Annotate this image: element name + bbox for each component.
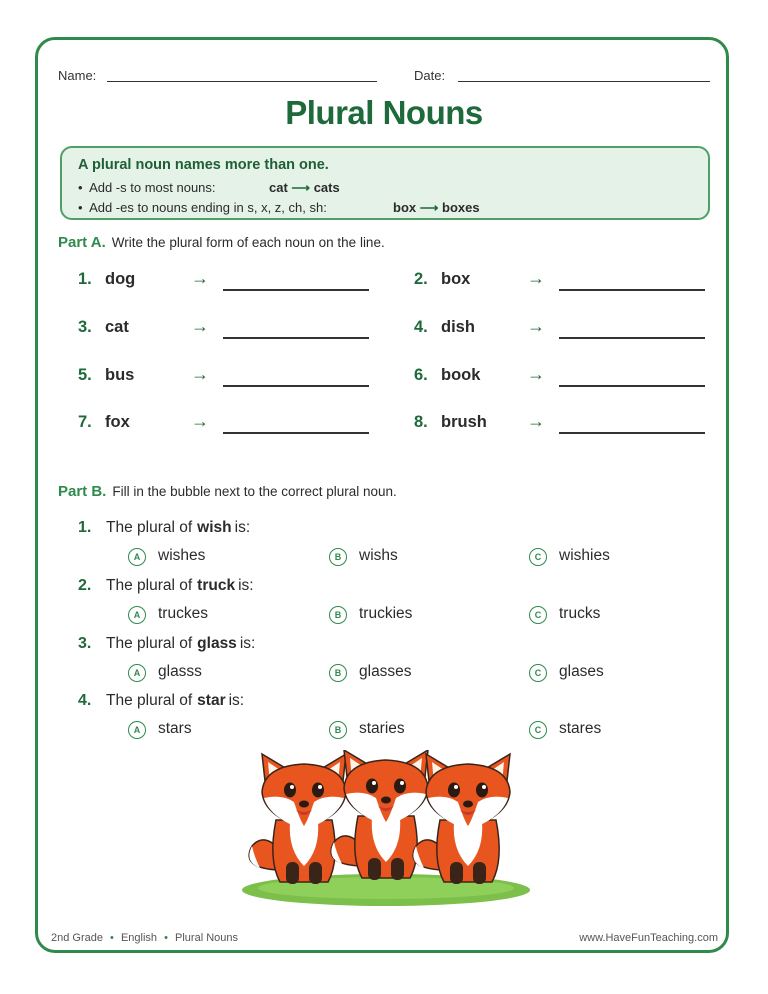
footer-site[interactable]: www.HaveFunTeaching.com bbox=[579, 932, 718, 944]
answer-line[interactable] bbox=[559, 432, 705, 434]
answer-option[interactable]: truckies bbox=[359, 605, 413, 622]
arrow-icon: → bbox=[191, 268, 209, 288]
part-b-label: Part B. bbox=[58, 483, 107, 500]
arrow-icon: → bbox=[527, 316, 545, 336]
answer-line[interactable] bbox=[559, 385, 705, 387]
arrow-icon: → bbox=[191, 411, 209, 431]
answer-option[interactable]: glases bbox=[559, 663, 604, 680]
answer-option[interactable]: stars bbox=[158, 720, 192, 737]
separator: • bbox=[164, 932, 168, 944]
noun-word: box bbox=[441, 270, 471, 288]
arrow-icon: → bbox=[527, 364, 545, 384]
question-number: 4. bbox=[78, 692, 92, 709]
example-to: cats bbox=[313, 180, 340, 195]
footer-topic: Plural Nouns bbox=[175, 932, 239, 944]
rule-heading: A plural noun names more than one. bbox=[78, 157, 329, 173]
noun-word: cat bbox=[105, 318, 129, 336]
prompt-suffix: is: bbox=[228, 692, 245, 709]
answer-option[interactable]: stares bbox=[559, 720, 602, 737]
date-label: Date: bbox=[414, 68, 446, 83]
name-label: Name: bbox=[58, 68, 97, 83]
rule-example-1 bbox=[269, 180, 340, 196]
noun-word: dish bbox=[441, 318, 475, 336]
answer-line[interactable] bbox=[559, 289, 705, 291]
noun-word: book bbox=[441, 366, 481, 384]
target-noun: wish bbox=[197, 519, 232, 536]
answer-line[interactable] bbox=[223, 289, 369, 291]
item-number: 6. bbox=[414, 366, 428, 384]
arrow-icon: → bbox=[527, 411, 545, 431]
answer-option[interactable]: glasses bbox=[359, 663, 412, 680]
answer-line[interactable] bbox=[223, 385, 369, 387]
target-noun: truck bbox=[197, 577, 236, 594]
noun-word: fox bbox=[105, 413, 130, 431]
question-text bbox=[106, 635, 255, 653]
part-a-label: Part A. bbox=[58, 234, 106, 251]
noun-word: dog bbox=[105, 270, 136, 288]
question-text bbox=[106, 692, 244, 710]
bullet: • bbox=[78, 200, 90, 215]
footer-subject: English bbox=[120, 932, 158, 944]
target-noun: glass bbox=[197, 635, 237, 652]
arrow-icon: → bbox=[191, 364, 209, 384]
arrow-icon: ⟶ bbox=[291, 180, 311, 195]
item-number: 3. bbox=[78, 318, 92, 336]
question-text bbox=[106, 577, 254, 595]
prompt-prefix: The plural of bbox=[106, 692, 193, 709]
three-foxes-illustration bbox=[236, 750, 536, 910]
answer-option[interactable]: glasss bbox=[158, 663, 202, 680]
answer-option[interactable]: wishies bbox=[559, 547, 610, 564]
answer-bubble-a[interactable]: A bbox=[128, 664, 146, 682]
prompt-suffix: is: bbox=[238, 577, 254, 594]
item-number: 7. bbox=[78, 413, 92, 431]
answer-option[interactable]: trucks bbox=[559, 605, 601, 622]
date-field[interactable] bbox=[458, 81, 710, 82]
part-b-instruction: Fill in the bubble next to the correct plural noun. bbox=[112, 484, 397, 499]
rule-text: Add -es to nouns ending in s, x, z, ch, sh: bbox=[89, 200, 327, 215]
bullet: • bbox=[78, 180, 90, 195]
question-number: 1. bbox=[78, 519, 92, 536]
answer-bubble-a[interactable]: A bbox=[128, 721, 146, 739]
answer-bubble-a[interactable]: A bbox=[128, 548, 146, 566]
answer-bubble-b[interactable]: B bbox=[329, 606, 347, 624]
item-number: 1. bbox=[78, 270, 92, 288]
prompt-prefix: The plural of bbox=[106, 577, 193, 594]
answer-bubble-c[interactable]: C bbox=[529, 721, 547, 739]
rule-item-2 bbox=[78, 200, 327, 215]
part-b-heading bbox=[58, 483, 397, 500]
answer-option[interactable]: wishs bbox=[359, 547, 398, 564]
item-number: 4. bbox=[414, 318, 428, 336]
answer-line[interactable] bbox=[223, 337, 369, 339]
name-field[interactable] bbox=[107, 81, 377, 82]
separator: • bbox=[110, 932, 114, 944]
answer-option[interactable]: truckes bbox=[158, 605, 208, 622]
example-to: boxes bbox=[442, 200, 480, 215]
item-number: 5. bbox=[78, 366, 92, 384]
target-noun: star bbox=[197, 692, 226, 709]
answer-option[interactable]: wishes bbox=[158, 547, 206, 564]
noun-word: brush bbox=[441, 413, 487, 431]
item-number: 8. bbox=[414, 413, 428, 431]
part-a-instruction: Write the plural form of each noun on the line. bbox=[111, 235, 385, 250]
arrow-icon: → bbox=[191, 316, 209, 336]
answer-line[interactable] bbox=[223, 432, 369, 434]
answer-line[interactable] bbox=[559, 337, 705, 339]
footer-grade: 2nd Grade bbox=[51, 932, 103, 944]
noun-word: bus bbox=[105, 366, 135, 384]
example-from: cat bbox=[269, 180, 288, 195]
answer-bubble-c[interactable]: C bbox=[529, 606, 547, 624]
rule-example-2 bbox=[393, 200, 480, 216]
answer-bubble-b[interactable]: B bbox=[329, 664, 347, 682]
arrow-icon: → bbox=[527, 268, 545, 288]
prompt-suffix: is: bbox=[239, 635, 256, 652]
item-number: 2. bbox=[414, 270, 428, 288]
page-title: Plural Nouns bbox=[285, 94, 483, 131]
answer-bubble-c[interactable]: C bbox=[529, 548, 547, 566]
prompt-suffix: is: bbox=[234, 519, 251, 536]
question-text bbox=[106, 519, 250, 537]
prompt-prefix: The plural of bbox=[106, 519, 193, 536]
rule-text: Add -s to most nouns: bbox=[89, 180, 216, 195]
part-a-heading bbox=[58, 234, 385, 251]
example-from: box bbox=[393, 200, 417, 215]
prompt-prefix: The plural of bbox=[106, 635, 193, 652]
answer-bubble-b[interactable]: B bbox=[329, 548, 347, 566]
answer-bubble-b[interactable]: B bbox=[329, 721, 347, 739]
answer-bubble-a[interactable]: A bbox=[128, 606, 146, 624]
rule-item-1 bbox=[78, 180, 216, 195]
question-number: 3. bbox=[78, 635, 92, 652]
question-number: 2. bbox=[78, 577, 92, 594]
footer-breadcrumb bbox=[51, 932, 238, 944]
answer-option[interactable]: staries bbox=[359, 720, 405, 737]
arrow-icon: ⟶ bbox=[419, 200, 439, 215]
answer-bubble-c[interactable]: C bbox=[529, 664, 547, 682]
